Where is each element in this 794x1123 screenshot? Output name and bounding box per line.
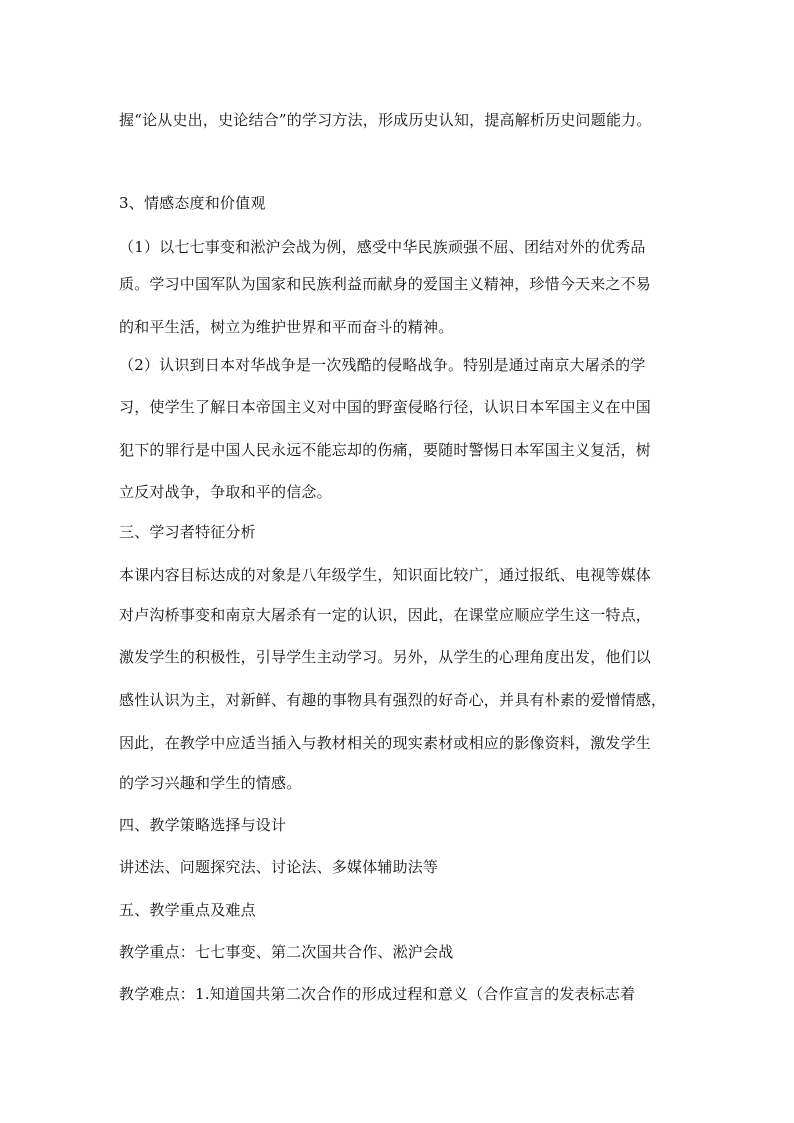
paragraph-line-war-awareness-3: 犯下的罪行是中国人民永远不能忘却的伤痛，要随时警惕日本军国主义复活，树 [119,441,652,459]
section-heading-teaching-strategy: 四、教学策略选择与设计 [119,816,287,834]
paragraph-line-learner-1: 本课内容目标达成的对象是八年级学生，知识面比较广，通过报纸、电视等媒体 [119,566,652,584]
paragraph-line-emotion-3: 的和平生活，树立为维护世界和平而奋斗的精神。 [119,318,454,336]
paragraph-line-war-awareness-1: （2）认识到日本对华战争是一次残酷的侵略战争。特别是通过南京大屠杀的学 [119,356,646,374]
paragraph-line-war-awareness-4: 立反对战争，争取和平的信念。 [119,483,332,501]
paragraph-line-learner-4: 感性认识为主，对新鲜、有趣的事物具有强烈的好奇心，并具有朴素的爱憎情感， [119,691,667,709]
paragraph-line-teaching-focus: 教学重点：七七事变、第二次国共合作、淞沪会战 [119,943,454,961]
paragraph-line-emotion-2: 质。学习中国军队为国家和民族利益而献身的爱国主义精神，珍惜今天来之不易 [119,275,652,293]
section-heading-emotion-values: 3、情感态度和价值观 [119,194,266,212]
paragraph-line-teaching-difficulty: 教学难点：1.知道国共第二次合作的形成过程和意义（合作宣言的发表标志着 [119,985,636,1003]
paragraph-line-learner-3: 激发学生的积极性，引导学生主动学习。另外，从学生的心理角度出发，他们以 [119,648,652,666]
section-heading-learner-analysis: 三、学习者特征分析 [119,523,256,541]
paragraph-line-war-awareness-2: 习，使学生了解日本帝国主义对中国的野蛮侵略行径，认识日本军国主义在中国 [119,398,652,416]
paragraph-line-teaching-methods: 讲述法、问题探究法、讨论法、多媒体辅助法等 [119,858,439,876]
paragraph-line-learning-method: 握“论从史出，史论结合”的学习方法，形成历史认知，提高解析历史问题能力。 [119,111,652,129]
section-heading-key-points: 五、教学重点及难点 [119,901,256,919]
paragraph-line-learner-6: 的学习兴趣和学生的情感。 [119,774,302,792]
paragraph-line-emotion-1: （1）以七七事变和淞沪会战为例，感受中华民族顽强不屈、团结对外的优秀品 [119,238,646,256]
paragraph-line-learner-2: 对卢沟桥事变和南京大屠杀有一定的认识，因此，在课堂应顺应学生这一特点， [119,606,652,624]
paragraph-line-learner-5: 因此，在教学中应适当插入与教材相关的现实素材或相应的影像资料，激发学生 [119,734,652,752]
